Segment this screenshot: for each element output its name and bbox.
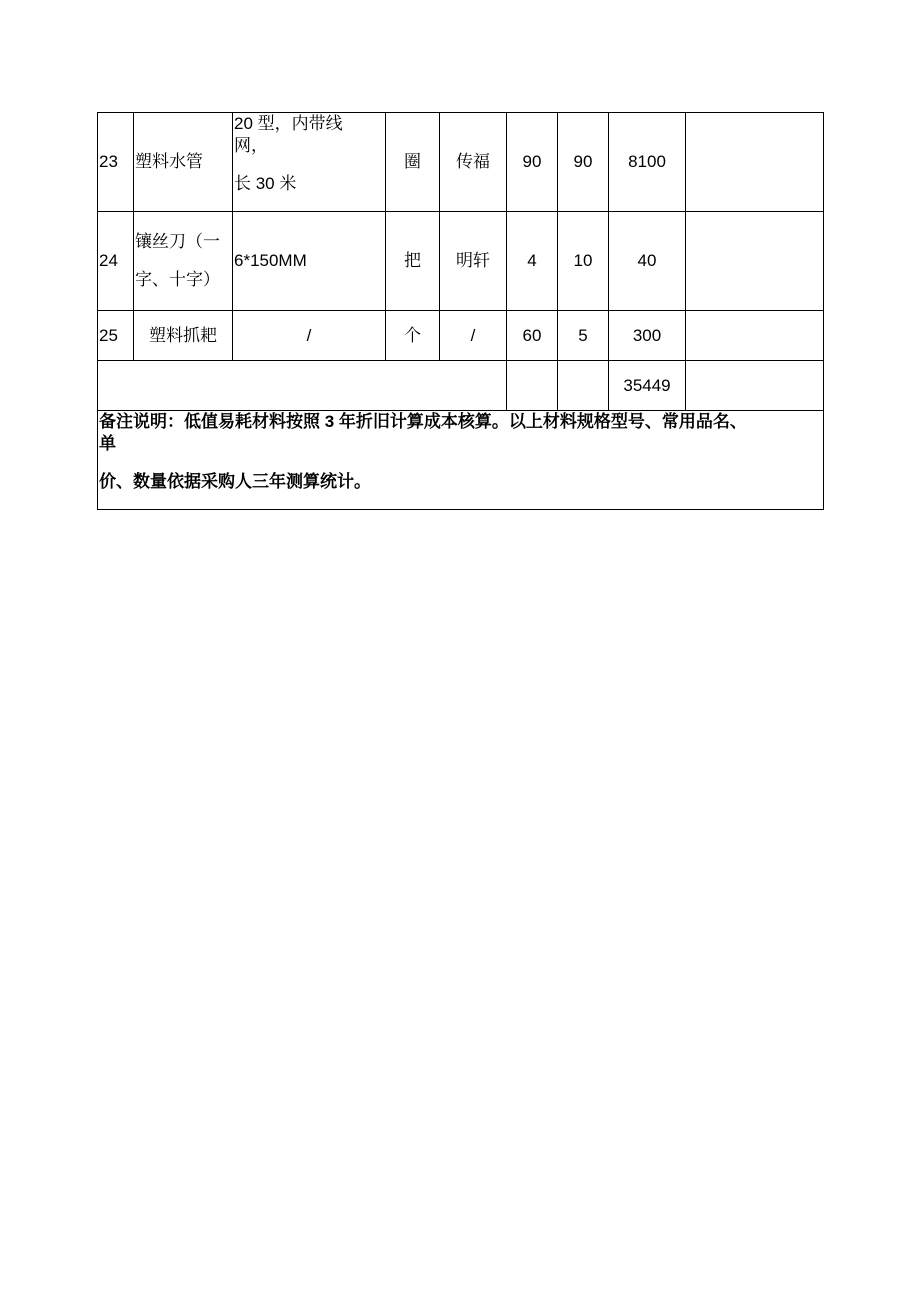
item-spec-line: 20 型，内带线 <box>234 114 343 133</box>
item-name <box>134 113 233 212</box>
note-line-1a: 备注说明：低值易耗材料按照 3 年折旧计算成本核算。以上材料规格型号、常用品名、 <box>99 412 747 431</box>
note-line-1b: 单 <box>99 434 116 453</box>
item-brand: / <box>440 311 507 361</box>
spacer <box>234 157 385 173</box>
item-remark <box>686 311 824 361</box>
item-name-line: 字、十字） <box>135 270 220 289</box>
item-spec-line: 长 30 米 <box>234 174 297 193</box>
note-cell <box>98 411 824 510</box>
item-spec <box>233 212 386 311</box>
item-name <box>134 212 233 311</box>
table-row <box>98 212 824 311</box>
summary-row <box>98 361 824 411</box>
item-remark <box>686 113 824 212</box>
item-name <box>134 311 233 361</box>
item-qty: 5 <box>558 311 609 361</box>
item-total: 40 <box>609 212 686 311</box>
item-unit: 圈 <box>386 113 440 212</box>
item-unit: 个 <box>386 311 440 361</box>
spacer <box>99 455 822 471</box>
summary-price <box>507 361 558 411</box>
row-index: 24 <box>98 212 134 311</box>
item-spec <box>233 311 386 361</box>
row-index: 25 <box>98 311 134 361</box>
item-brand: 明轩 <box>440 212 507 311</box>
note-line-2: 价、数量依据采购人三年测算统计。 <box>99 472 371 491</box>
item-qty: 10 <box>558 212 609 311</box>
item-qty: 90 <box>558 113 609 212</box>
item-spec-line: 网， <box>234 136 268 155</box>
table-row <box>98 113 824 212</box>
item-total: 8100 <box>609 113 686 212</box>
summary-remark <box>686 361 824 411</box>
summary-qty <box>558 361 609 411</box>
spacer <box>135 253 232 269</box>
table-row <box>98 311 824 361</box>
item-unit: 把 <box>386 212 440 311</box>
item-price: 90 <box>507 113 558 212</box>
item-price: 60 <box>507 311 558 361</box>
item-total: 300 <box>609 311 686 361</box>
item-name-line: 塑料抓耙 <box>149 325 217 345</box>
note-row <box>98 411 824 510</box>
item-spec-line: 6*150MM <box>234 251 307 270</box>
item-spec <box>233 113 386 212</box>
item-price: 4 <box>507 212 558 311</box>
materials-table <box>97 112 824 510</box>
summary-total: 35449 <box>609 361 686 411</box>
item-name-line: 镶丝刀（一 <box>135 232 220 251</box>
item-remark <box>686 212 824 311</box>
item-brand: 传福 <box>440 113 507 212</box>
item-spec-line: / <box>306 325 312 345</box>
item-name-line: 塑料水管 <box>135 152 203 171</box>
summary-label <box>98 361 507 411</box>
row-index: 23 <box>98 113 134 212</box>
